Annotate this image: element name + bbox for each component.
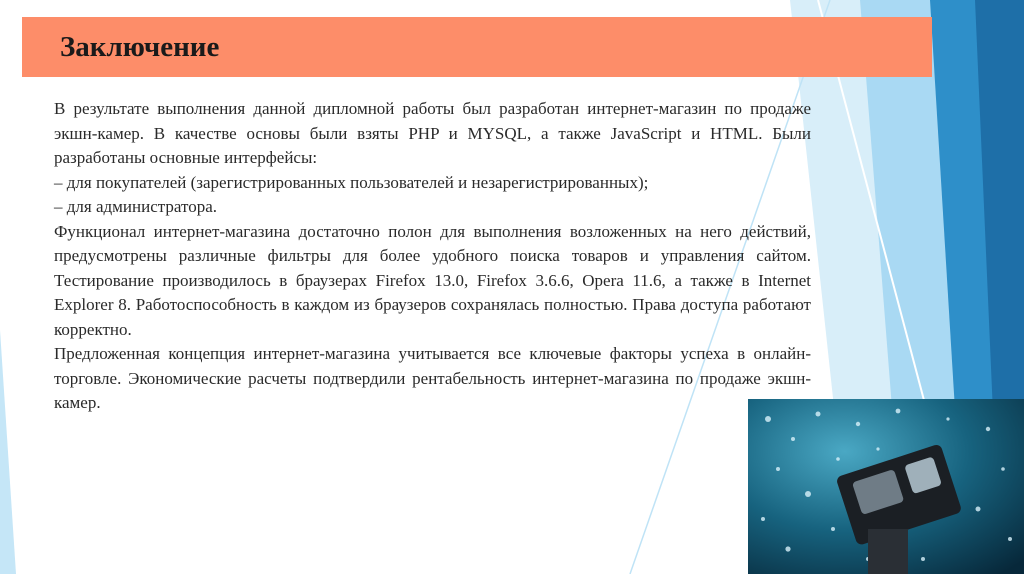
paragraph-summary: В результате выполнения данной дипломной работы был разработан интернет-магазин по продаже экшн-камер. В качестве основы были взяты PHP и MYSQL, а также JavaScript и HTML. Были разработаны основные интерфейсы: [54,99,811,167]
action-camera-photo [748,399,1024,574]
bg-left-sliver [0,330,16,574]
body-text [54,97,811,416]
slide-title: Заключение [60,31,220,63]
paragraph-conclusion: Предложенная концепция интернет-магазина учитывается все ключевые факторы успеха в онлайн-торговле. Экономические расчеты подтвердили рентабельность интернет-магазина по продаже экшн-камер. [54,344,811,412]
paragraph-functionality: Функционал интернет-магазина достаточно полон для выполнения возложенных на него действий, предусмотрены различные фильтры для более удобного поиска товаров и управления сайтом. Тестирование производилось в браузерах Firefox 13.0, Firefox 3.6.6, Opera 11.6, а также в Internet Explorer 8. Работоспособность в каждом из браузеров сохранялась полностью. Права доступа работают корректно. [54,221,811,339]
list-item-admin: – для администратора. [54,197,217,216]
list-item-buyers: – для покупателей (зарегистрированных пользователей и незарегистрированных); [54,172,649,192]
title-bar [22,17,932,77]
